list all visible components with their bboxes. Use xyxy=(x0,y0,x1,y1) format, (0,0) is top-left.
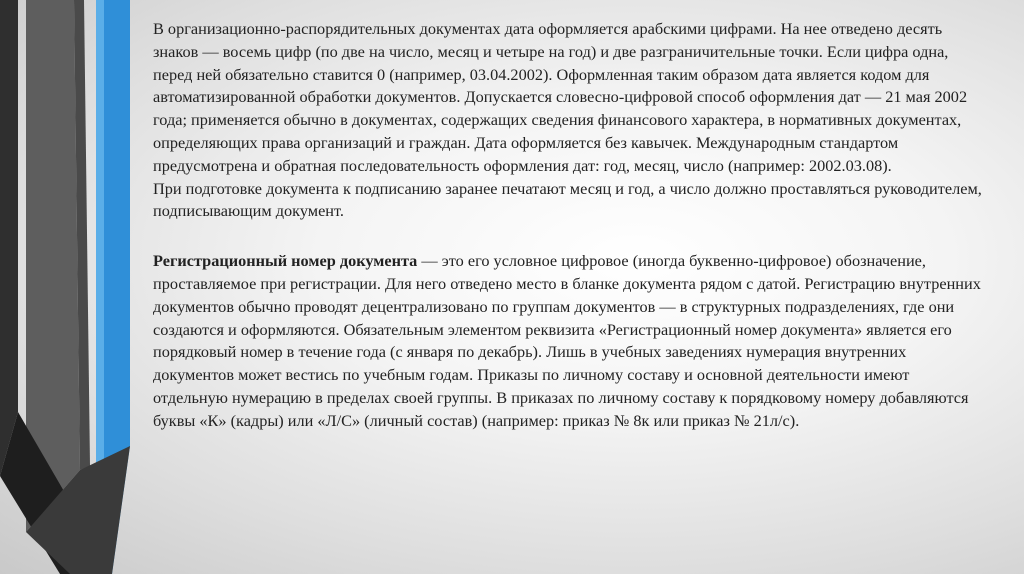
dark-diagonal xyxy=(26,446,130,574)
black-stripe xyxy=(0,412,112,574)
blue-stripe-highlight xyxy=(96,0,104,574)
gray-stripe xyxy=(26,0,80,532)
paragraph-gap xyxy=(153,223,985,250)
registration-paragraph xyxy=(153,250,985,432)
gray-stripe-shadow xyxy=(74,0,90,470)
date-format-paragraph: В организационно-распорядительных документах дата оформляется арабскими цифрами. На нее отведено десять знаков — восемь цифр (по две на число, месяц и четыре на год) и две разграничительные точки. Если цифра одна, перед ней обязательно ставится 0 (например, 03.04.2002). Оформленная таким образом дата является кодом для автоматизированной обработки документов. Допускается словесно-цифровой способ оформления дат — 21 мая 2002 года; применяется обычно в документах, содержащих сведения финансового характера, в нормативных документах, определяющих права организаций и граждан. Дата оформляется без кавычек. Международным стандартом предусмотрена и обратная последовательность оформления дат: год, месяц, число (например: 2002.03.08). xyxy=(153,19,968,175)
signing-paragraph: При подготовке документа к подписанию заранее печатают месяц и год, а число должно проставляться руководителем, подписывающим документ. xyxy=(153,178,982,221)
registration-text: — это его условное цифровое (иногда буквенно-цифровое) обозначение, проставляемое при регистрации. Для него отведено место в бланке документа рядом с датой. Регистрацию внутренних документов обычно проводят децентрализовано по группам документов — в структурных подразделениях, где они создаются и оформляются. Обязательным элементом реквизита «Регистрационный номер документа» является его порядковый номер в течение года (с января по декабрь). Лишь в учебных заведениях нумерация внутренних документов может вестись по учебным годам. Приказы по личному составу и основной деятельности имеют отдельную нумерацию в пределах своей группы. В приказах по личному составу к порядковому номеру добавляются буквы «К» (кадры) или «Л/С» (личный состав) (например: приказ № 8к или приказ № 21л/с). xyxy=(153,251,981,430)
document-text xyxy=(153,18,985,433)
registration-term: Регистрационный номер документа xyxy=(153,251,418,271)
blue-stripe xyxy=(96,0,130,574)
decorative-stripes xyxy=(0,0,160,574)
dark-stripe xyxy=(0,0,18,476)
